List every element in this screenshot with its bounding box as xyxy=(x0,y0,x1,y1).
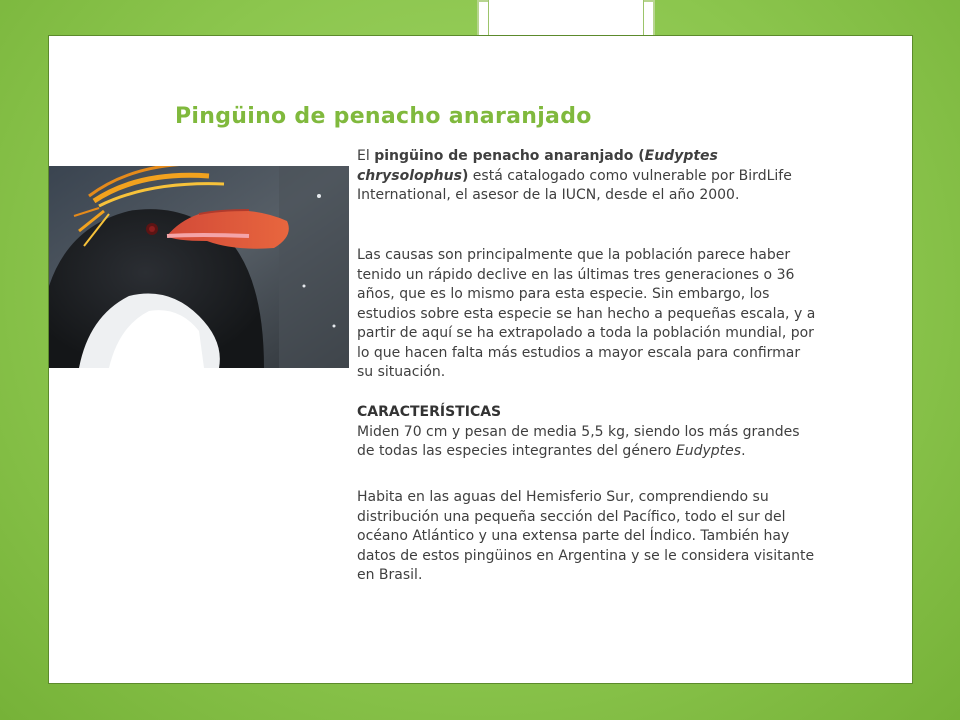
characteristics-text: Miden 70 cm y pesan de media 5,5 kg, siendo los más grandes de todas las especies integrantes del género xyxy=(357,423,800,459)
intro-paragraph xyxy=(357,147,817,206)
scientific-name: Eudyptes chrysolophus xyxy=(357,148,718,184)
characteristics-section xyxy=(357,403,817,462)
characteristics-heading: CARACTERÍSTICAS xyxy=(357,404,502,420)
characteristics-end: . xyxy=(741,443,746,459)
intro-rest: está catalogado como vulnerable por BirdLife International, el asesor de la IUCN, desde el año 2000. xyxy=(357,167,792,203)
habitat-paragraph: Habita en las aguas del Hemisferio Sur, comprendiendo su distribución una pequeña sección del Pacífico, todo el sur del océano Atlántico y una extensa parte del Índico. También hay datos de estos pingüinos en Argentina y se le considera visitante en Brasil. xyxy=(357,489,815,583)
paren-close: ) xyxy=(461,167,469,184)
paren-open: ( xyxy=(633,148,645,164)
common-name: pingüino de penacho anaranjado xyxy=(374,148,634,164)
genus-name: Eudyptes xyxy=(675,443,742,459)
intro-lead: El xyxy=(357,148,375,164)
penguin-photo xyxy=(49,166,349,368)
slide-title: Pingüino de penacho anaranjado xyxy=(175,104,592,129)
causes-paragraph: Las causas son principalmente que la población parece haber tenido un rápido declive en las últimas tres generaciones o 36 años, que es lo mismo para esta especie. Sin embargo, los estudios sobre esta especie se han hecho a pequeñas escala, y a partir de aquí se ha extrapolado a toda la población mundial, por lo que hacen falta más estudios a mayor escala para confirmar su situación. xyxy=(357,247,816,380)
